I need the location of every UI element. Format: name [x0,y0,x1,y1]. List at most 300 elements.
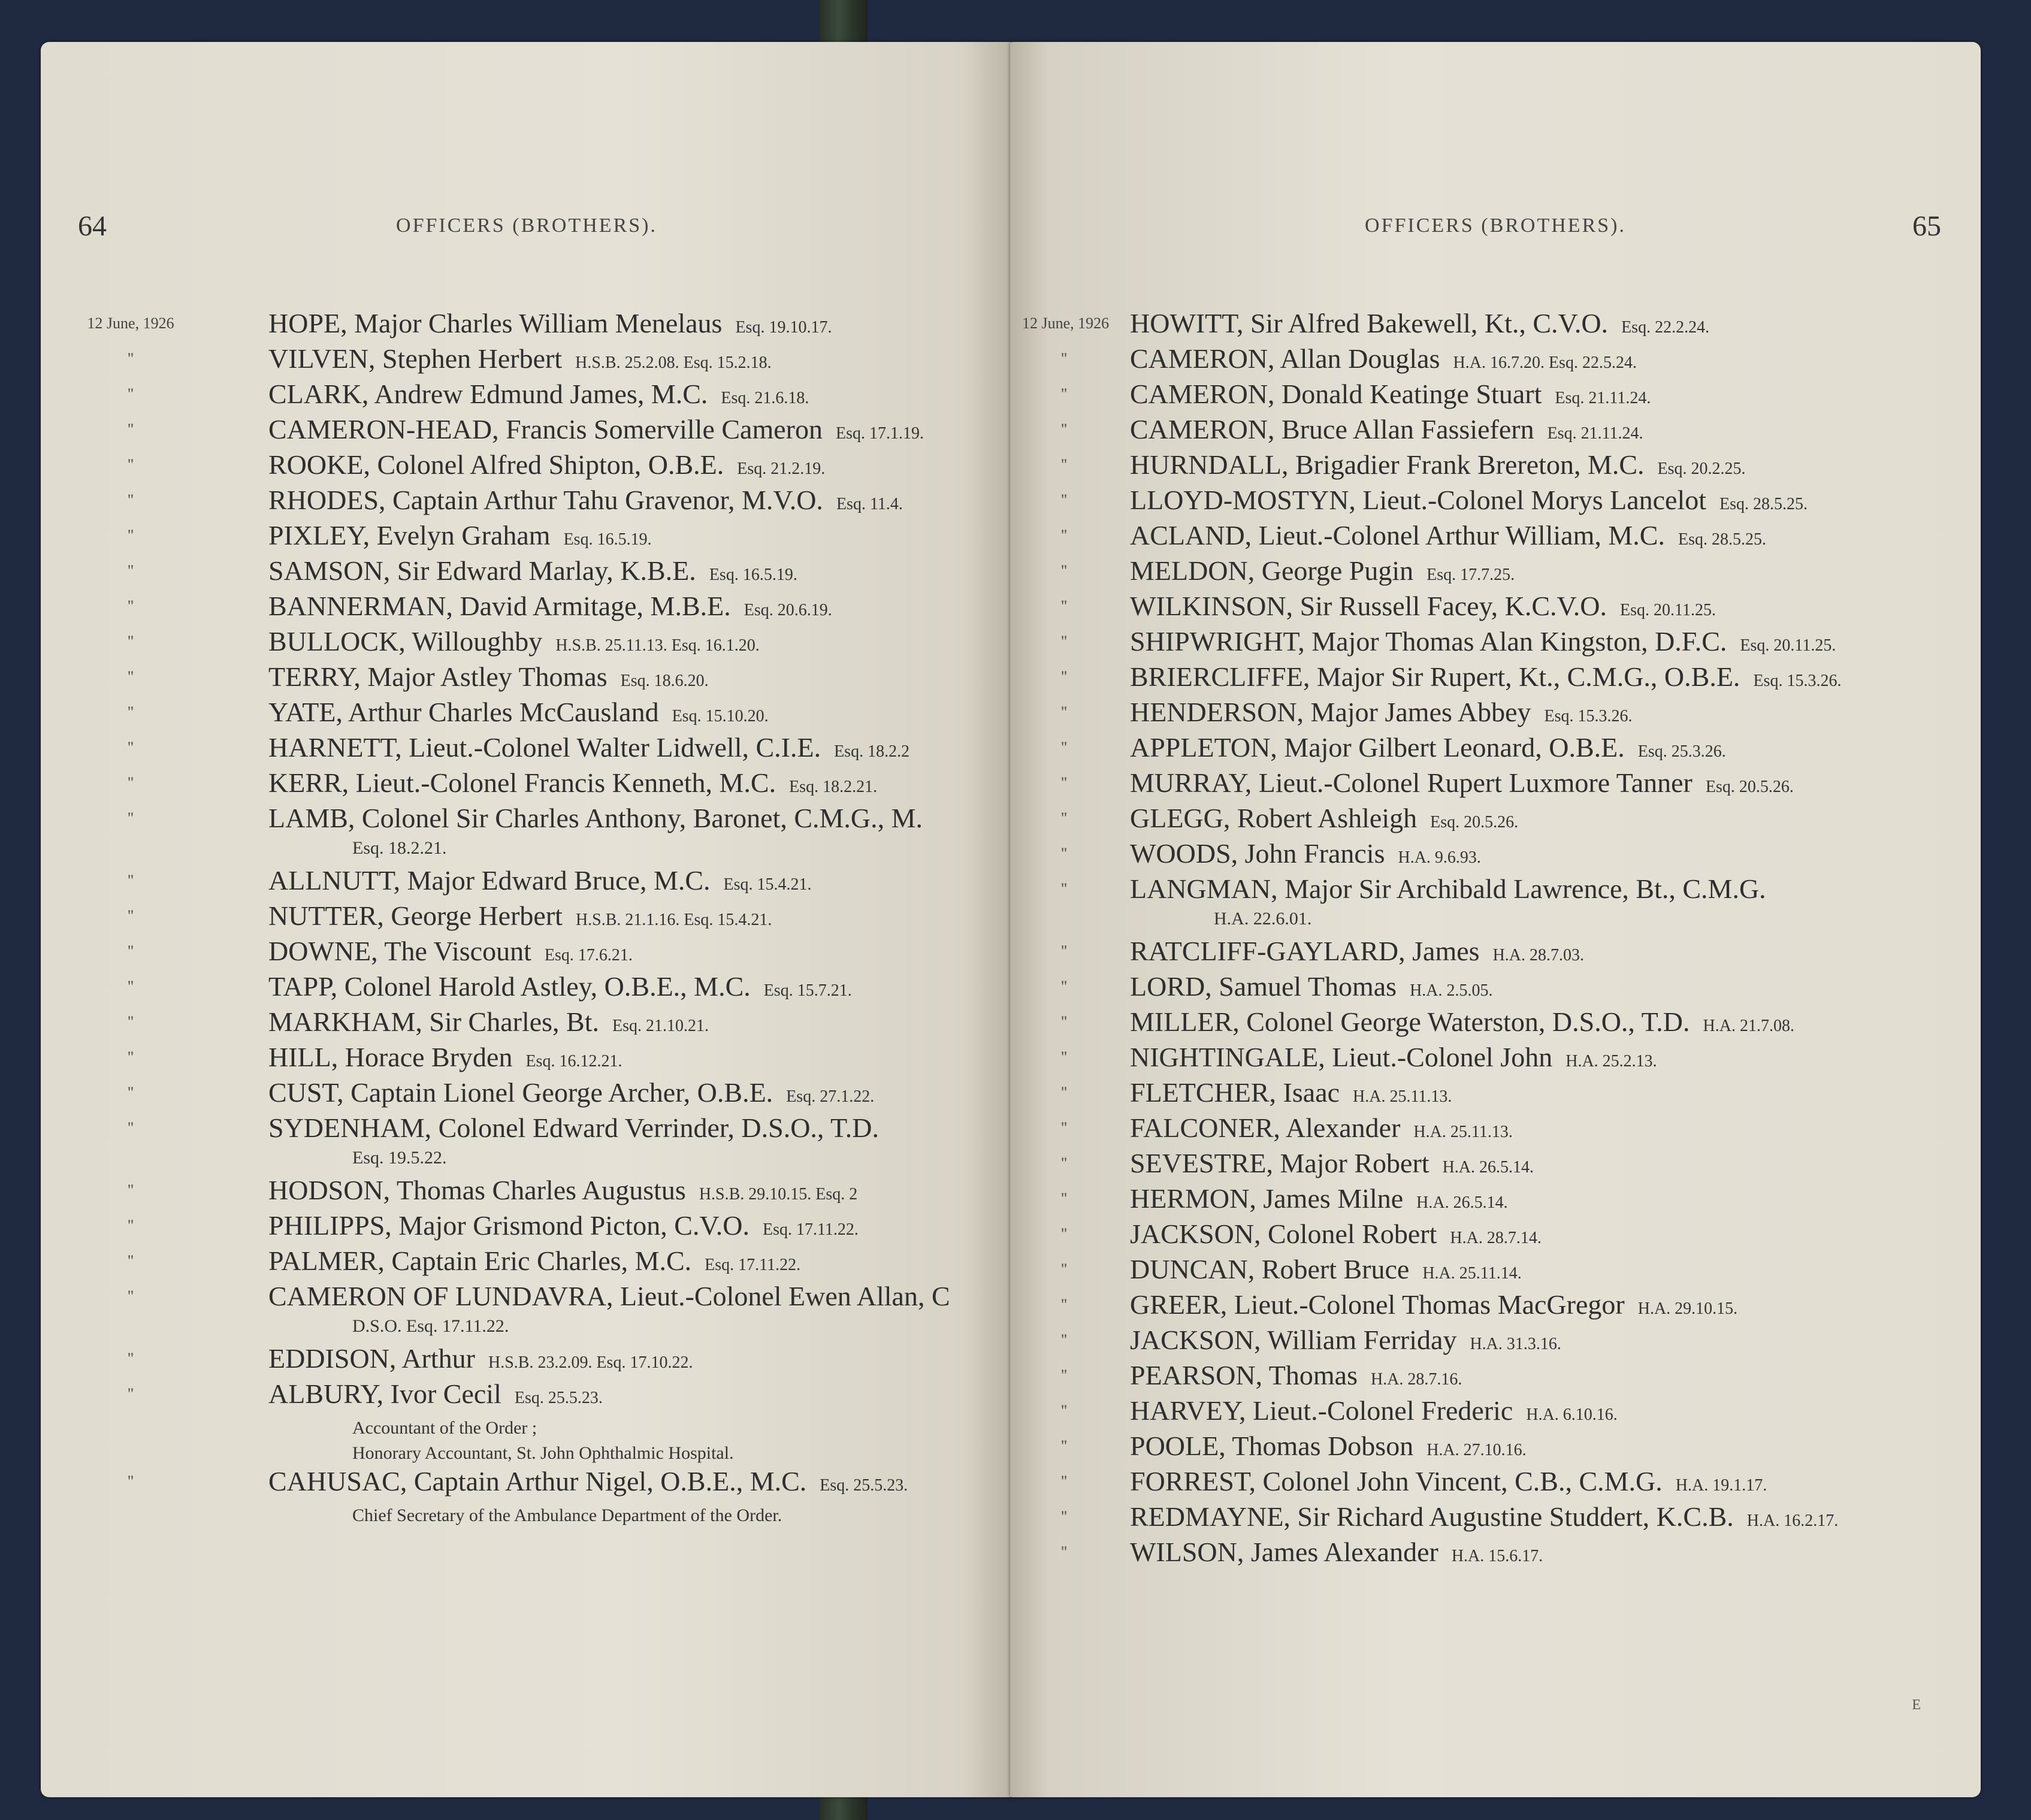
entry-text [268,1004,709,1044]
officer-name: FORREST, Colonel John Vincent, C.B., C.M.G. [1130,1466,1663,1496]
grade-dates: Esq. 22.2.24. [1621,318,1710,337]
list-item [1010,1322,1981,1358]
grade-dates: Esq. 21.6.18. [721,389,809,407]
grade-dates: H.S.B. 29.10.15. Esq. 2 [699,1185,858,1204]
entry-date: " [1060,1260,1068,1278]
officer-name: ROOKE, Colonel Alfred Shipton, O.B.E. [268,449,724,480]
entry-text [268,730,909,769]
entry-text [268,412,924,451]
entry-date: " [1060,1508,1068,1525]
entry-date: " [127,668,134,685]
entry-text [268,447,825,486]
entry-date: " [127,907,134,924]
grade-dates: H.A. 21.7.08. [1703,1017,1794,1035]
officer-name: APPLETON, Major Gilbert Leonard, O.B.E. [1130,732,1625,763]
entry-date: " [127,350,134,367]
list-item [1010,800,1981,836]
grade-dates: H.A. 29.10.15. [1637,1299,1738,1318]
entry-text [1130,1322,1561,1362]
list-item [1010,306,1981,341]
entry-text [268,1278,950,1339]
list-item [1010,1358,1981,1393]
list-item [41,1341,1013,1376]
list-item [1010,694,1981,730]
entry-note: D.S.O. Esq. 17.11.22. [352,1316,509,1336]
entry-date: " [1060,527,1068,544]
officer-name: TAPP, Colonel Harold Astley, O.B.E., M.C. [268,971,751,1002]
officer-name: PEARSON, Thomas [1130,1360,1358,1390]
officer-name: CAHUSAC, Captain Arthur Nigel, O.B.E., M.C. [268,1466,807,1496]
list-item [41,933,1013,969]
entry-text [268,518,652,557]
list-item [1010,1181,1981,1216]
list-item [41,659,1013,694]
list-item [41,898,1013,933]
entry-text [268,659,709,699]
entry-text [268,898,772,938]
entry-date: " [127,1385,134,1402]
entry-text [1130,1499,1838,1538]
officer-name: HODSON, Thomas Charles Augustus [268,1175,686,1205]
officer-name: FLETCHER, Isaac [1130,1077,1340,1108]
list-item [1010,1534,1981,1570]
entry-date: " [1060,703,1068,721]
grade-dates: H.A. 6.10.16. [1526,1405,1618,1424]
grade-dates: Esq. 25.5.23. [514,1389,603,1407]
officer-name: LORD, Samuel Thomas [1130,971,1397,1002]
officer-name: LAMB, Colonel Sir Charles Anthony, Baronet, C.M.G., M. [268,803,923,833]
grade-dates: H.A. 15.6.17. [1451,1547,1543,1565]
list-item [1010,969,1981,1004]
list-item [1010,836,1981,871]
grade-dates: Esq. 16.12.21. [525,1052,622,1071]
list-item [1010,518,1981,553]
grade-dates: H.A. 19.1.17. [1675,1476,1767,1495]
entry-text [268,1172,857,1212]
grade-dates: Esq. 17.11.22. [705,1256,801,1274]
grade-dates: Esq. 17.11.22. [762,1220,859,1239]
officer-name: SHIPWRIGHT, Major Thomas Alan Kingston, D.F.C. [1130,626,1727,657]
grade-dates: H.A. 9.6.93. [1398,848,1481,867]
officer-name: FALCONER, Alexander [1130,1112,1401,1143]
officer-name: CAMERON, Allan Douglas [1130,343,1440,374]
entry-text [1130,1110,1513,1150]
officer-name: LLOYD-MOSTYN, Lieut.-Colonel Morys Lancelot [1130,485,1707,515]
entry-text [1130,765,1794,805]
entry-date: " [127,633,134,650]
entry-date: " [1060,1190,1068,1207]
page-number: 65 [1912,210,1941,242]
officer-name: EDDISON, Arthur [268,1343,475,1374]
entry-date: " [1060,456,1068,473]
grade-dates: Esq. 15.4.21. [723,875,812,894]
grade-dates: Esq. 15.10.20. [672,707,769,725]
entry-text [1130,694,1633,734]
grade-dates: Esq. 16.5.19. [563,530,652,549]
entry-date: 12 June, 1926 [1022,315,1110,332]
entry-date: " [1060,1154,1068,1172]
entry-date: " [127,1048,134,1066]
grade-dates: Esq. 27.1.22. [786,1087,875,1106]
grade-dates: Esq. 21.11.24. [1555,389,1651,407]
entry-text [1130,1004,1794,1044]
grade-dates: H.A. 25.11.13. [1413,1123,1513,1141]
grade-dates: H.A. 28.7.03. [1492,946,1585,965]
entry-date: " [1060,845,1068,862]
entry-date: " [1060,385,1068,403]
grade-dates: H.A. 2.5.05. [1410,981,1493,1000]
list-item [1010,553,1981,588]
entry-note: Chief Secretary of the Ambulance Department of the Order. [352,1505,782,1525]
entry-text [268,765,877,805]
entry-date: " [127,774,134,791]
entry-date: " [127,1013,134,1030]
officer-name: GLEGG, Robert Ashleigh [1130,803,1418,833]
entry-text [1130,1181,1508,1220]
entry-text [268,800,923,861]
grade-dates: Esq. 21.2.19. [737,459,826,478]
officer-name: CAMERON, Bruce Allan Fassiefern [1130,414,1534,445]
entry-text [1130,1534,1543,1574]
list-item [41,1376,1013,1464]
entry-text [1130,1393,1618,1432]
entry-date: " [127,1084,134,1101]
grade-dates: Esq. 20.11.25. [1620,601,1716,619]
list-item [1010,1145,1981,1181]
list-item [41,1208,1013,1243]
entry-date: " [1060,774,1068,791]
list-item [41,730,1013,765]
entry-text [1130,933,1584,973]
officer-name: CAMERON OF LUNDAVRA, Lieut.-Colonel Ewen Allan, C [268,1281,950,1311]
entry-date: " [1060,1225,1068,1242]
grade-dates: Esq. 20.11.25. [1740,636,1836,655]
grade-dates: H.S.B. 25.2.08. Esq. 15.2.18. [575,353,772,372]
entry-text [268,863,812,902]
entry-text [1130,306,1709,345]
entry-text [1130,588,1716,628]
list-item [41,694,1013,730]
entry-text [1130,969,1493,1008]
entry-text [1130,1216,1542,1256]
officer-name: BANNERMAN, David Armitage, M.B.E. [268,591,731,621]
officer-name: LANGMAN, Major Sir Archibald Lawrence, Bt., C.M.G. [1130,873,1766,904]
entry-text [268,969,852,1008]
officer-name: WOODS, John Francis [1130,838,1385,869]
list-item [1010,341,1981,376]
list-item [1010,1428,1981,1464]
entry-date: " [127,1181,134,1199]
list-item [41,412,1013,447]
list-item [41,969,1013,1004]
list-item [41,482,1013,518]
grade-dates: H.A. 28.7.16. [1370,1370,1462,1389]
list-item [1010,1110,1981,1145]
left-page [41,42,1013,1797]
entry-text [268,341,772,380]
entry-date: " [127,527,134,544]
grade-dates: Esq. 15.7.21. [763,981,852,1000]
officer-name: MILLER, Colonel George Waterston, D.S.O., T.D. [1130,1006,1690,1037]
entry-date: " [1060,1543,1068,1561]
officer-name: BRIERCLIFFE, Major Sir Rupert, Kt., C.M.G., O.B.E. [1130,661,1740,692]
entry-text [268,1039,622,1079]
list-item [41,1110,1013,1172]
officer-name: NIGHTINGALE, Lieut.-Colonel John [1130,1042,1553,1072]
list-item [1010,730,1981,765]
officer-name: VILVEN, Stephen Herbert [268,343,563,374]
entry-date: " [1060,421,1068,438]
officer-name: MELDON, George Pugin [1130,555,1414,586]
entry-date: 12 June, 1926 [87,315,174,332]
entry-text [268,588,832,628]
entry-date: " [1060,809,1068,827]
officer-list [1010,306,1981,1570]
entry-date: " [127,1350,134,1367]
entry-text [1130,447,1746,486]
entry-date: " [127,562,134,579]
entry-text [268,1243,800,1283]
entry-date: " [1060,880,1068,897]
list-item [41,800,1013,863]
entry-date: " [127,1119,134,1136]
list-item [41,1243,1013,1278]
officer-name: KERR, Lieut.-Colonel Francis Kenneth, M.C. [268,767,776,798]
list-item [41,588,1013,624]
entry-text [268,1110,879,1171]
list-item [1010,588,1981,624]
list-item [1010,1499,1981,1534]
entry-date: " [1060,668,1068,685]
grade-dates: Esq. 20.6.19. [744,601,832,619]
entry-date: " [1060,1366,1068,1384]
entry-date: " [127,872,134,889]
list-item [41,1039,1013,1075]
entry-text [1130,800,1518,840]
list-item [1010,482,1981,518]
list-item [41,1278,1013,1341]
grade-dates: Esq. 15.3.26. [1544,707,1633,725]
entry-date: " [1060,1084,1068,1101]
list-item [41,863,1013,898]
officer-name: PIXLEY, Evelyn Graham [268,520,551,551]
officer-name: SEVESTRE, Major Robert [1130,1148,1429,1178]
entry-date: " [127,739,134,756]
officer-name: WILKINSON, Sir Russell Facey, K.C.V.O. [1130,591,1607,621]
list-item [41,306,1013,341]
entry-text [268,1208,859,1247]
list-item [1010,1039,1981,1075]
officer-name: CAMERON, Donald Keatinge Stuart [1130,379,1542,409]
grade-dates: Esq. 28.5.25. [1719,495,1808,513]
grade-dates: H.A. 25.11.14. [1422,1264,1522,1283]
entry-date: " [1060,1013,1068,1030]
officer-name: HENDERSON, Major James Abbey [1130,697,1531,727]
entry-date: " [1060,1402,1068,1419]
grade-dates: H.S.B. 25.11.13. Esq. 16.1.20. [555,636,760,655]
entry-text [1130,1251,1522,1291]
entry-text [1130,482,1808,522]
list-item [41,553,1013,588]
entry-text [268,482,903,522]
entry-text [268,553,797,592]
officer-name: CUST, Captain Lionel George Archer, O.B.E. [268,1077,773,1108]
entry-text [268,1341,693,1380]
list-item [41,1004,1013,1039]
grade-dates: Esq. 15.3.26. [1753,672,1842,690]
grade-dates: Esq. 19.10.17. [735,318,832,337]
entry-date: " [127,1252,134,1269]
officer-name: YATE, Arthur Charles McCausland [268,697,659,727]
entry-text [1130,1464,1767,1503]
entry-text [1130,553,1515,592]
entry-text [268,376,809,416]
entry-date: " [1060,739,1068,756]
officer-name: DUNCAN, Robert Bruce [1130,1254,1410,1284]
entry-text [1130,341,1637,380]
list-item [41,1172,1013,1208]
officer-name: PHILIPPS, Major Grismond Picton, C.V.O. [268,1210,749,1241]
entry-date: " [1060,1473,1068,1490]
entry-date: " [127,978,134,995]
officer-name: POOLE, Thomas Dobson [1130,1431,1414,1461]
grade-dates: Esq. 18.2.2 [834,742,910,761]
grade-dates: Esq. 21.11.24. [1547,424,1643,443]
list-item [41,518,1013,553]
entry-text [268,1075,874,1114]
entry-date: " [127,421,134,438]
entry-note: H.A. 22.6.01. [1214,909,1312,929]
entry-date: " [127,1287,134,1305]
officer-name: REDMAYNE, Sir Richard Augustine Studdert, K.C.B. [1130,1501,1734,1532]
officer-name: HURNDALL, Brigadier Frank Brereton, M.C. [1130,449,1645,480]
entry-date: " [1060,350,1068,367]
entry-text [1130,836,1481,875]
entry-text [268,933,633,973]
entry-text [1130,1428,1527,1468]
entry-date: " [1060,1048,1068,1066]
entry-date: " [1060,942,1068,960]
grade-dates: H.A. 26.5.14. [1442,1158,1534,1177]
grade-dates: H.A. 16.2.17. [1746,1511,1839,1530]
list-item [1010,1251,1981,1287]
grade-dates: Esq. 25.3.26. [1637,742,1726,761]
entry-text [1130,871,1766,932]
officer-name: HERMON, James Milne [1130,1183,1404,1214]
officer-name: NUTTER, George Herbert [268,900,563,931]
entry-date: " [127,1217,134,1234]
list-item [1010,1393,1981,1428]
entry-text [268,1376,734,1466]
officer-name: TERRY, Major Astley Thomas [268,661,608,692]
officer-name: CLARK, Andrew Edmund James, M.C. [268,379,708,409]
entry-note: Esq. 18.2.21. [352,838,447,858]
signature-mark: E [1912,1697,1921,1713]
entry-date: " [1060,562,1068,579]
list-item [41,624,1013,659]
officer-name: JACKSON, Colonel Robert [1130,1219,1437,1249]
grade-dates: Esq. 17.6.21. [544,946,633,965]
grade-dates: Esq. 16.5.19. [709,566,797,584]
entry-text [1130,1039,1657,1079]
entry-date: " [127,385,134,403]
officer-list [41,306,1013,1526]
entry-date: " [1060,633,1068,650]
entry-date: " [127,456,134,473]
officer-name: CAMERON-HEAD, Francis Somerville Cameron [268,414,823,445]
entry-text [1130,730,1726,769]
list-item [41,447,1013,482]
grade-dates: Esq. 11.4. [836,495,903,513]
list-item [41,376,1013,412]
entry-date: " [1060,1119,1068,1136]
list-item [1010,933,1981,969]
entry-date: " [1060,491,1068,509]
entry-date: " [127,703,134,721]
officer-name: WILSON, James Alexander [1130,1537,1438,1567]
officer-name: BULLOCK, Willoughby [268,626,543,657]
entry-note: Esq. 19.5.22. [352,1148,447,1168]
grade-dates: Esq. 28.5.25. [1678,530,1766,549]
officer-name: GREER, Lieut.-Colonel Thomas MacGregor [1130,1289,1625,1320]
grade-dates: H.A. 27.10.16. [1426,1441,1527,1459]
entry-text [268,624,760,663]
entry-text [1130,624,1836,663]
entry-date: " [127,1473,134,1490]
officer-name: SAMSON, Sir Edward Marlay, K.B.E. [268,555,696,586]
list-item [1010,1004,1981,1039]
officer-name: RATCLIFF-GAYLARD, James [1130,936,1480,966]
entry-text [268,694,769,734]
entry-date: " [1060,1296,1068,1313]
entry-date: " [1060,978,1068,995]
entry-date: " [1060,1437,1068,1455]
grade-dates: Esq. 20.5.26. [1705,778,1794,796]
entry-date: " [127,597,134,615]
grade-dates: H.A. 28.7.14. [1450,1229,1542,1247]
officer-name: ALLNUTT, Major Edward Bruce, M.C. [268,865,711,896]
officer-name: HARNETT, Lieut.-Colonel Walter Lidwell, C.I.E. [268,732,821,763]
grade-dates: Esq. 17.7.25. [1426,566,1515,584]
list-item [41,1075,1013,1110]
grade-dates: H.A. 25.11.13. [1353,1087,1452,1106]
grade-dates: Esq. 20.2.25. [1657,459,1746,478]
entry-note: Accountant of the Order ; [352,1418,537,1438]
officer-name: HOWITT, Sir Alfred Bakewell, Kt., C.V.O. [1130,308,1609,338]
grade-dates: Esq. 17.1.19. [836,424,924,443]
entry-date: " [1060,1331,1068,1349]
list-item [1010,412,1981,447]
grade-dates: H.S.B. 23.2.09. Esq. 17.10.22. [488,1353,693,1372]
grade-dates: H.A. 16.7.20. Esq. 22.5.24. [1453,353,1637,372]
entry-text [1130,1358,1462,1397]
officer-name: ACLAND, Lieut.-Colonel Arthur William, M.C. [1130,520,1665,551]
entry-date: " [127,809,134,827]
list-item [1010,765,1981,800]
entry-text [1130,412,1643,451]
entry-text [1130,1075,1452,1114]
grade-dates: Esq. 25.5.23. [820,1476,908,1495]
entry-date: " [127,942,134,960]
list-item [1010,1287,1981,1322]
officer-name: HARVEY, Lieut.-Colonel Frederic [1130,1395,1513,1426]
officer-name: RHODES, Captain Arthur Tahu Gravenor, M.V.O. [268,485,823,515]
list-item [1010,624,1981,659]
grade-dates: H.A. 25.2.13. [1565,1052,1657,1071]
list-item [41,341,1013,376]
officer-name: PALMER, Captain Eric Charles, M.C. [268,1245,692,1276]
right-page [1010,42,1981,1797]
